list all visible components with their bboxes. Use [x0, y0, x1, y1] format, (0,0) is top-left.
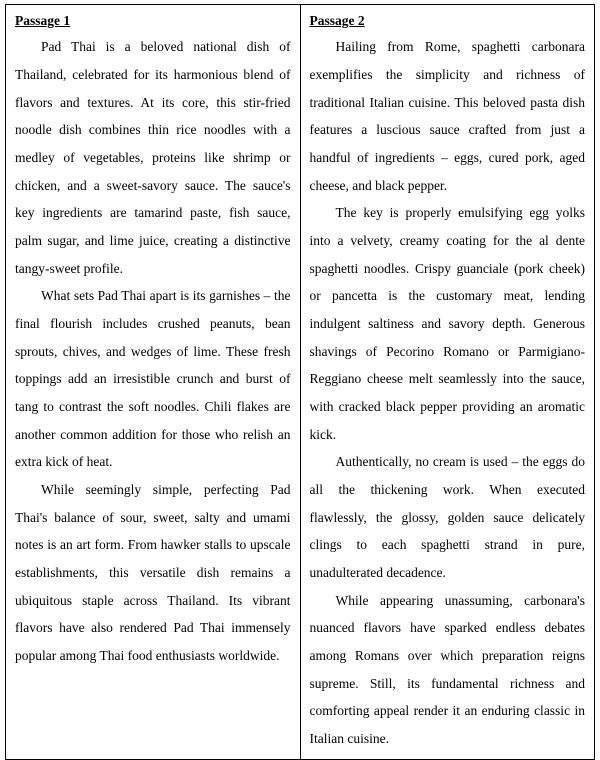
passage-2-cell — [300, 5, 595, 760]
passages-table — [5, 4, 595, 760]
passage-1-title: Passage 1 — [15, 13, 71, 28]
passage-1-paragraph-1: Pad Thai is a beloved national dish of Thailand, celebrated for its harmonious blend of flavors and textures. At its core, this stir-fried noodle dish combines thin rice noodles with a medley of vegetables, proteins like shrimp or chicken, and a sweet-savory sauce. The sauce's key ingredients are tamarind paste, fish sauce, palm sugar, and lime juice, creating a distinctive tangy-sweet profile. — [15, 39, 291, 276]
passage-1-paragraph-3: While seemingly simple, perfecting Pad Thai's balance of sour, sweet, salty and umami notes is an art form. From hawker stalls to upscale establishments, this versatile dish remains a ubiquitous staple across Thailand. Its vibrant flavors have also rendered Pad Thai immensely popular among Thai food enthusiasts worldwide. — [15, 482, 291, 664]
passage-2-paragraph-2: The key is properly emulsifying egg yolks into a velvety, creamy coating for the al dente spaghetti noodles. Crispy guanciale (pork cheek) or pancetta is the customary meat, lending indulgent saltiness and savory depth. Generous shavings of Pecorino Romano or Parmigiano-Reggiano cheese melt seamlessly into the sauce, with cracked black pepper providing an aromatic kick. — [309, 205, 585, 442]
passage-2-title: Passage 2 — [309, 13, 365, 28]
passage-2-paragraph-3: Authentically, no cream is used – the eggs do all the thickening work. When executed flawlessly, the glossy, golden sauce delicately clings to each spaghetti strand in pure, unadulterated decadence. — [309, 454, 585, 581]
passage-2-paragraph-1: Hailing from Rome, spaghetti carbonara exemplifies the simplicity and richness of traditional Italian cuisine. This beloved pasta dish features a luscious sauce crafted from just a handful of ingredients – eggs, cured pork, aged cheese, and black pepper. — [309, 39, 585, 193]
passage-2-paragraph-4: While appearing unassuming, carbonara's nuanced flavors have sparked endless debates among Romans over which preparation reigns supreme. Still, its fundamental richness and comforting appeal render it an enduring classic in Italian cuisine. — [309, 592, 585, 747]
passage-1-cell — [6, 5, 301, 760]
passage-1-paragraph-2: What sets Pad Thai apart is its garnishes – the final flourish includes crushed peanuts, bean sprouts, chives, and wedges of lime. These fresh toppings add an irresistible crunch and burst of tang to contrast the soft noodles. Chili flakes are another common addition for those who relish an extra kick of heat. — [15, 288, 291, 470]
passages-row — [6, 5, 595, 760]
